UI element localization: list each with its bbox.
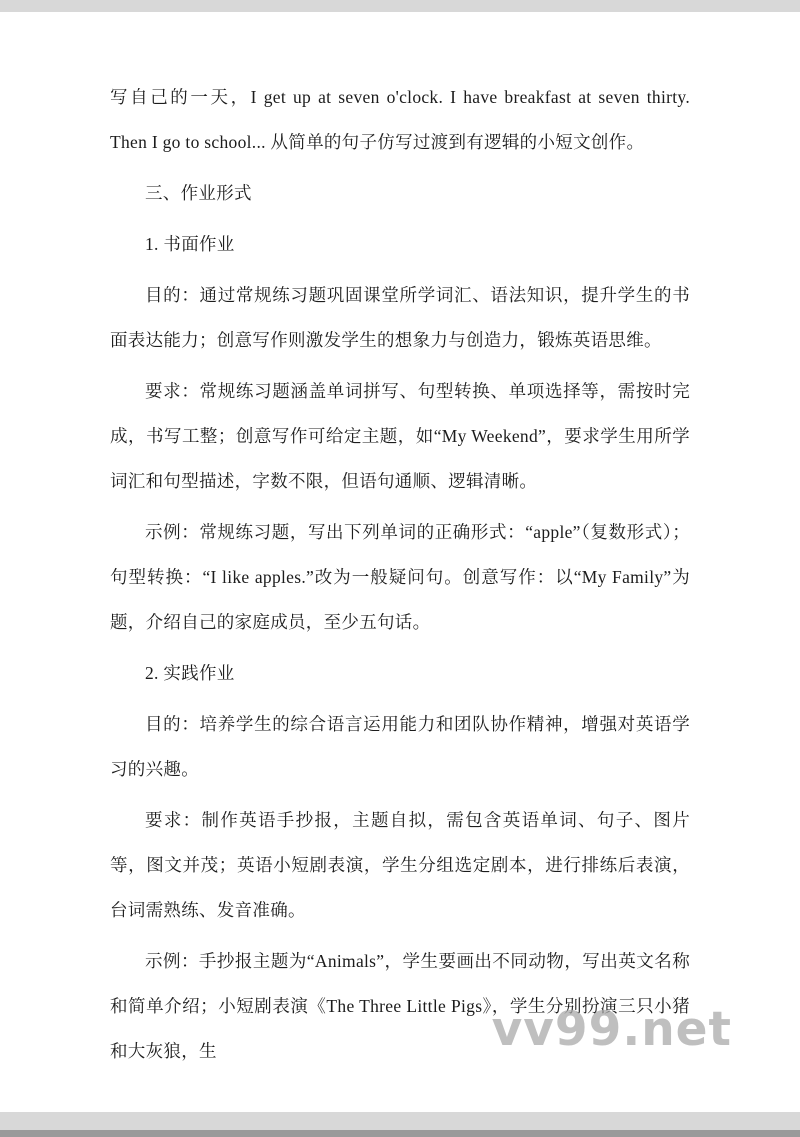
paragraph-continuation: 写自己的一天，I get up at seven o'clock. I have breakfast at seven thirty. Then I go to school... 从简单的句子仿写过渡到有逻辑的小短文创作。 bbox=[110, 87, 690, 152]
watermark: vv99.net bbox=[491, 1002, 732, 1057]
document-page bbox=[0, 12, 800, 1112]
paragraph-requirements-practice: 要求：制作英语手抄报，主题自拟，需包含英语单词、句子、图片等，图文并茂；英语小短剧表演，学生分组选定剧本，进行排练后表演，台词需熟练、发音准确。 bbox=[110, 810, 690, 920]
paragraph-example-practice: 示例：手抄报主题为“Animals”，学生要画出不同动物，写出英文名称和简单介绍；小短剧表演《The Three Little Pigs》，学生分别扮演三只小猪和大灰狼，生 bbox=[110, 951, 690, 1061]
paragraph-example-written: 示例：常规练习题，写出下列单词的正确形式：“apple”（复数形式）；句型转换：“I like apples.”改为一般疑问句。创意写作：以“My Family”为题，介绍自己的家庭成员，至少五句话。 bbox=[110, 522, 690, 632]
page-gap-top bbox=[0, 0, 800, 12]
bottom-bar bbox=[0, 1130, 800, 1137]
paragraph-purpose-written: 目的：通过常规练习题巩固课堂所学词汇、语法知识，提升学生的书面表达能力；创意写作则激发学生的想象力与创造力，锻炼英语思维。 bbox=[110, 285, 690, 350]
subsection-heading-written-homework: 1. 书面作业 bbox=[145, 234, 235, 254]
page-gap-bottom bbox=[0, 1112, 800, 1130]
section-heading-three: 三、作业形式 bbox=[145, 183, 252, 203]
paragraph-requirements-written: 要求：常规练习题涵盖单词拼写、句型转换、单项选择等，需按时完成，书写工整；创意写作可给定主题，如“My Weekend”，要求学生用所学词汇和句型描述，字数不限，但语句通顺、逻辑清晰。 bbox=[110, 381, 690, 491]
subsection-heading-practice-homework: 2. 实践作业 bbox=[145, 663, 235, 683]
paragraph-purpose-practice: 目的：培养学生的综合语言运用能力和团队协作精神，增强对英语学习的兴趣。 bbox=[110, 714, 690, 779]
